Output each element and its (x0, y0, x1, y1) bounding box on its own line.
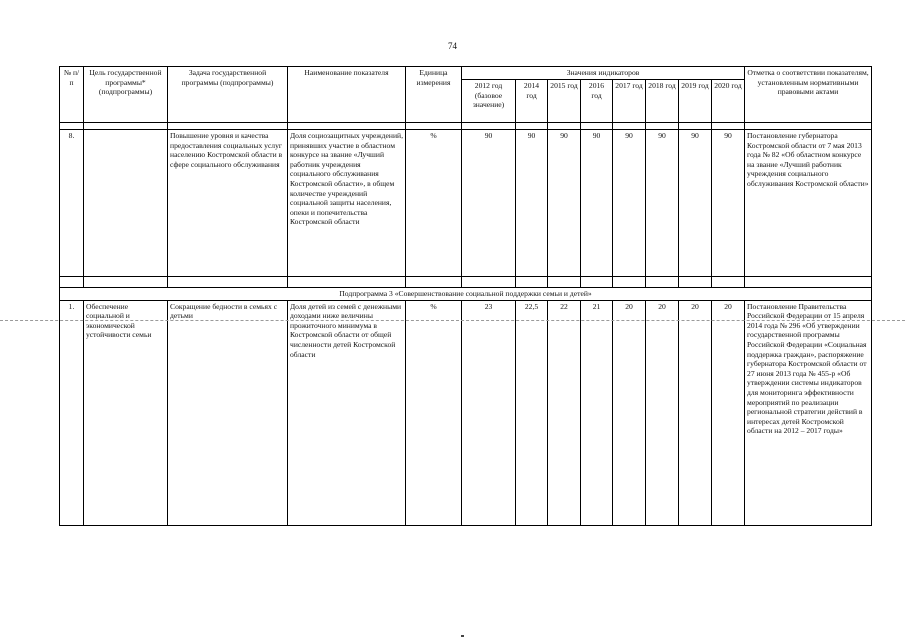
row-value: 20 (679, 300, 712, 525)
row-unit: % (406, 300, 462, 525)
header-year: 2020 год (712, 80, 745, 123)
scan-fold-line (0, 320, 905, 321)
header-year: 2012 год (базовое значение) (462, 80, 516, 123)
table-row (60, 130, 872, 277)
subprogram-title: Подпрограмма 3 «Совершенствование социальной поддержки семьи и детей» (60, 288, 872, 301)
row-value: 90 (516, 130, 548, 277)
header-year: 2014 год (516, 80, 548, 123)
row-value: 22 (548, 300, 581, 525)
row-num: 1. (60, 300, 84, 525)
row-indicator: Доля социозащитных учреждений, принявших участие в областном конкурсе на звание «Лучший работник учреждения социального обслуживания Костромской области», в общем количестве учреждений социальной защиты населения, опеки и попечительства Костромской области (288, 130, 406, 277)
row-value: 20 (712, 300, 745, 525)
row-value: 20 (613, 300, 646, 525)
row-value: 90 (613, 130, 646, 277)
header-task: Задача государственной программы (подпрограммы) (168, 67, 288, 123)
row-unit: % (406, 130, 462, 277)
header-num: № п/п (60, 67, 84, 123)
row-num: 8. (60, 130, 84, 277)
row-task: Повышение уровня и качества предоставления социальных услуг населению Костромской области в сфере социального обслуживания (168, 130, 288, 277)
header-compliance: Отметка о соответствии показателям, установленным нормативными правовыми актами (745, 67, 872, 123)
page-number: 74 (448, 41, 457, 51)
row-value: 90 (548, 130, 581, 277)
row-value: 90 (712, 130, 745, 277)
row-value: 90 (581, 130, 613, 277)
header-year: 2018 год (646, 80, 679, 123)
header-year: 2016 год (581, 80, 613, 123)
row-value: 90 (679, 130, 712, 277)
row-value: 20 (646, 300, 679, 525)
row-goal: Обеспечение социальной и экономической устойчивости семьи (84, 300, 168, 525)
header-year: 2017 год (613, 80, 646, 123)
header-year: 2019 год (679, 80, 712, 123)
row-indicator: Доля детей из семей с денежными доходами ниже величины прожиточного минимума в Костромской области от общей численности детей Костромской области (288, 300, 406, 525)
table-row (60, 300, 872, 525)
row-value: 90 (462, 130, 516, 277)
indicators-table (59, 66, 872, 526)
scan-mark (461, 635, 464, 637)
row-compliance: Постановление Правительства Российской Федерации от 15 апреля 2014 года № 296 «Об утверждении государственной программы Российской Федерации «Социальная поддержка граждан», распоряжение губернатора Костромской области от 27 июня 2013 года № 455-р «Об утверждении системы индикаторов для мониторинга эффективности мероприятий по реализации региональной стратегии действий в интересах детей Костромской области на 2012 – 2017 годы» (745, 300, 872, 525)
header-year: 2015 год (548, 80, 581, 123)
header-unit: Единица измерения (406, 67, 462, 123)
header-indicator: Наименование показателя (288, 67, 406, 123)
header-values-group: Значения индикаторов (462, 67, 745, 80)
header-goal: Цель государственной программы* (подпрограммы) (84, 67, 168, 123)
row-value: 22,5 (516, 300, 548, 525)
row-value: 21 (581, 300, 613, 525)
row-value: 90 (646, 130, 679, 277)
row-value: 23 (462, 300, 516, 525)
row-compliance: Постановление губернатора Костромской области от 7 мая 2013 года № 82 «Об областном конкурсе на звание «Лучший работник учреждения социального обслуживания Костромской области» (745, 130, 872, 277)
row-goal (84, 130, 168, 277)
row-task: Сокращение бедности в семьях с детьми (168, 300, 288, 525)
